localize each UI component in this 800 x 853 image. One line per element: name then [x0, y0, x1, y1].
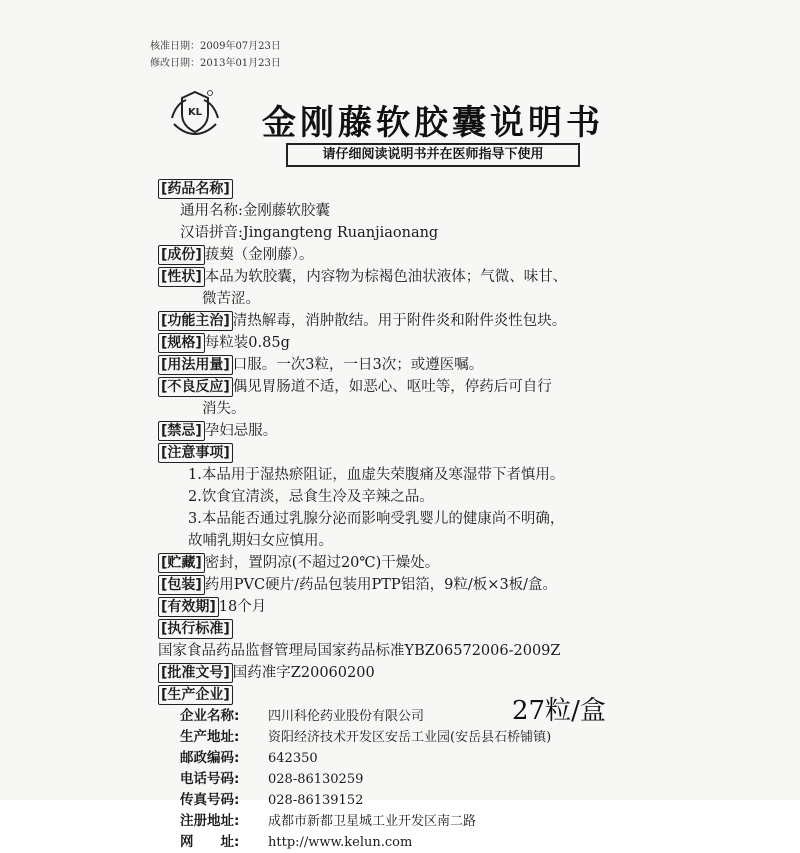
company-address-value: 资阳经济技术开发区安岳工业园(安岳县石桥铺镇): [268, 730, 552, 745]
approval-date: 核准日期：2009年07月23日: [150, 41, 281, 52]
maker-label: [生产企业]: [158, 685, 233, 705]
properties-label: [性状]: [158, 267, 205, 287]
standard-label: [执行标准]: [158, 619, 233, 639]
name-label: [药品名称]: [158, 179, 233, 199]
company-address-key: 生产地址:: [180, 729, 240, 745]
company-web-row: [158, 832, 678, 853]
validity-label: [有效期]: [158, 597, 219, 617]
indications-text: 清热解毒，消肿散结。用于附件炎和附件炎性包块。: [232, 313, 567, 329]
section-approval: [158, 662, 678, 684]
storage-label: [贮藏]: [158, 553, 205, 573]
note-item-3: 3.本品能否通过乳腺分泌而影响受乳婴儿的健康尚不明确，: [188, 511, 565, 527]
package-label: [包装]: [158, 575, 205, 595]
note-item-3-cont: 故哺乳期妇女应慎用。: [188, 533, 333, 549]
company-reg-key: 注册地址:: [180, 813, 240, 829]
standard-text: 国家食品药品监督管理局国家药品标准YBZ06572006-2009Z: [158, 643, 561, 659]
date-block: [150, 38, 281, 72]
leaflet-body: [158, 178, 678, 853]
package-text: 药用PVC硬片/药品包装用PTP铝箔，9粒/板×3板/盒。: [204, 577, 558, 593]
adverse-text: 偶见胃肠道不适，如恶心、呕吐等，停药后可自行: [232, 379, 552, 395]
company-tel-key: 电话号码:: [180, 771, 240, 787]
company-zip-value: 642350: [268, 751, 318, 766]
revision-date: 修改日期：2013年01月23日: [150, 58, 281, 69]
contra-text: 孕妇忌服。: [204, 423, 278, 439]
company-reg-row: [158, 811, 678, 832]
section-spec: [158, 332, 678, 354]
company-tel-value: 028-86130259: [268, 772, 364, 787]
dosage-label: [用法用量]: [158, 355, 233, 375]
approval-text: 国药准字Z20060200: [232, 665, 375, 681]
company-tel-row: [158, 769, 678, 790]
generic-name: 通用名称:金刚藤软胶囊: [180, 203, 330, 219]
company-zip-row: [158, 748, 678, 769]
section-package: [158, 574, 678, 596]
indications-label: [功能主治]: [158, 311, 233, 331]
approval-label: [批准文号]: [158, 663, 233, 683]
adverse-text-cont: 消失。: [202, 401, 246, 417]
company-name-value: 四川科伦药业股份有限公司: [268, 709, 425, 724]
company-name-key: 企业名称:: [180, 708, 240, 724]
company-fax-row: [158, 790, 678, 811]
company-web-key: 网 址:: [180, 834, 240, 850]
document-title: 金刚藤软胶囊说明书: [262, 103, 604, 143]
section-standard: [158, 618, 678, 640]
company-reg-value: 成都市新都卫星城工业开发区南二路: [268, 814, 477, 829]
validity-text: 18个月: [218, 599, 267, 615]
section-adverse: [158, 376, 678, 398]
company-web-value: http://www.kelun.com: [268, 835, 413, 850]
company-info: [158, 706, 678, 853]
dosage-text: 口服。一次3粒，一日3次；或遵医嘱。: [232, 357, 484, 373]
ingredients-text: 菝葜（金刚藤）。: [204, 247, 314, 263]
company-fax-key: 传真号码:: [180, 792, 240, 808]
properties-text-cont: 微苦涩。: [202, 291, 260, 307]
section-ingredients: [158, 244, 678, 266]
section-indications: [158, 310, 678, 332]
note-item-2: 2.饮食宜清淡，忌食生冷及辛辣之品。: [188, 489, 434, 505]
usage-banner: 请仔细阅读说明书并在医师指导下使用: [286, 143, 580, 167]
storage-text: 密封，置阴凉(不超过20℃)干燥处。: [204, 555, 440, 571]
kelun-logo-icon: [166, 88, 224, 136]
spec-text: 每粒装0.85g: [204, 335, 290, 351]
section-name: [158, 178, 678, 200]
section-storage: [158, 552, 678, 574]
note-item-1: 1.本品用于湿热瘀阻证，血虚失荣腹痛及寒湿带下者慎用。: [188, 467, 565, 483]
package-count: 27粒/盒: [512, 696, 606, 726]
ingredients-label: [成份]: [158, 245, 205, 265]
adverse-label: [不良反应]: [158, 377, 233, 397]
pinyin-name: 汉语拼音:Jingangteng Ruanjiaonang: [180, 225, 439, 241]
properties-text: 本品为软胶囊，内容物为棕褐色油状液体；气微、味甘、: [204, 269, 568, 285]
section-validity: [158, 596, 678, 618]
notes-label: [注意事项]: [158, 443, 233, 463]
section-contraindications: [158, 420, 678, 442]
section-properties: [158, 266, 678, 288]
contra-label: [禁忌]: [158, 421, 205, 441]
section-notes: [158, 442, 678, 464]
logo-text: KL: [187, 107, 203, 118]
company-fax-value: 028-86139152: [268, 793, 364, 808]
section-dosage: [158, 354, 678, 376]
spec-label: [规格]: [158, 333, 205, 353]
company-zip-key: 邮政编码:: [180, 750, 240, 766]
company-address-row: [158, 727, 678, 748]
